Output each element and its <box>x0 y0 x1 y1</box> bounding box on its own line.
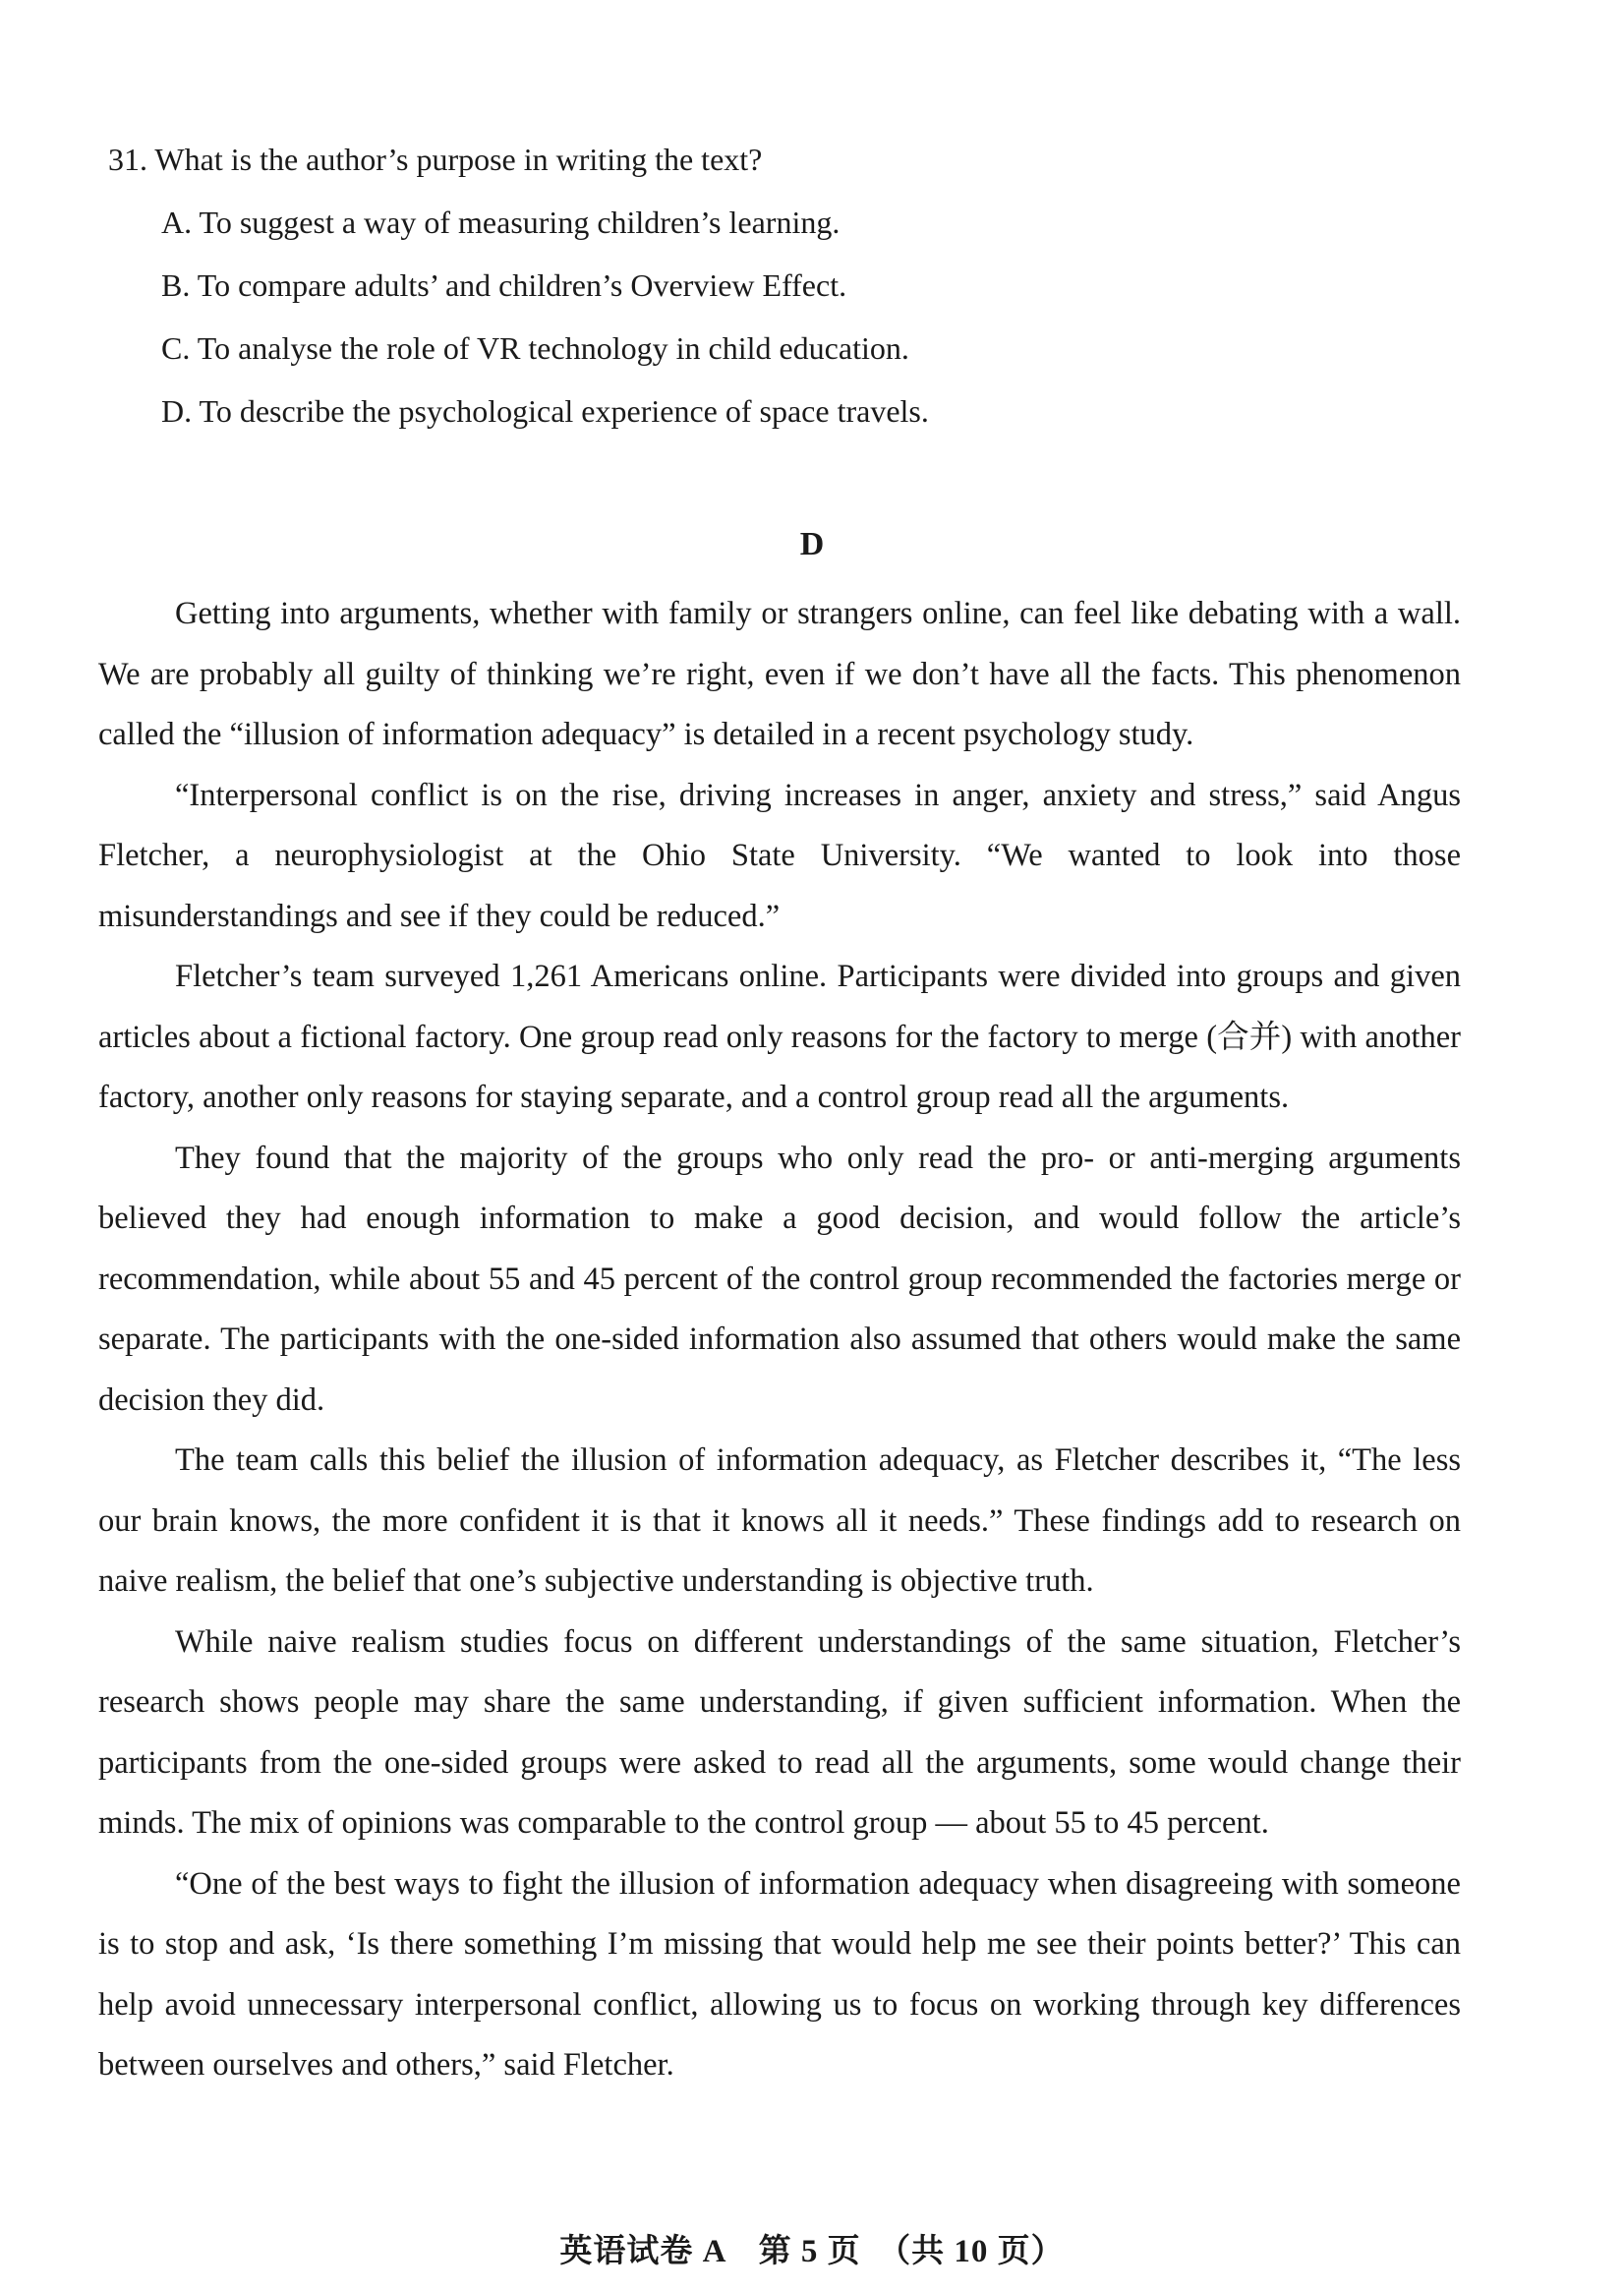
section-title: D <box>799 526 825 562</box>
page-footer: 英语试卷 A 第 5 页 （共 10 页） <box>559 2234 1065 2269</box>
option-c: C. To analyse the role of VR technology in child education. <box>161 330 909 366</box>
question-stem: 31. What is the author’s purpose in writing the text? <box>108 142 763 177</box>
paragraph: Getting into arguments, whether with family or strangers online, can feel like debating with a wall. We are probably all guilty of thinking we’re right, even if we don’t have all the facts. This phenomenon called the “illusion of information adequacy” is detailed in a recent psychology study. <box>98 596 1461 752</box>
option-a: A. To suggest a way of measuring children’s learning. <box>161 205 841 240</box>
passage-d <box>98 584 1461 2096</box>
paragraph: “Interpersonal conflict is on the rise, driving increases in anger, anxiety and stress,” said Angus Fletcher, a neurophysiologist at the Ohio State University. “We wanted to look into those misunderstandings and see if they could be reduced.” <box>98 777 1461 934</box>
paragraph: Fletcher’s team surveyed 1,261 Americans online. Participants were divided into groups and given articles about a fictional factory. One group read only reasons for the factory to merge (合并) with another factory, another only reasons for staying separate, and a control group read all the arguments. <box>98 959 1461 1115</box>
paragraph: While naive realism studies focus on different understandings of the same situation, Fletcher’s research shows people may share the same understanding, if given sufficient information. When the participants from the one-sided groups were asked to read all the arguments, some would change their minds. The mix of opinions was comparable to the control group — about 55 to 45 percent. <box>98 1623 1461 1841</box>
paragraph: “One of the best ways to fight the illusion of information adequacy when disagreeing with someone is to stop and ask, ‘Is there something I’m missing that would help me see their points better?’ This can help avoid unnecessary interpersonal conflict, allowing us to focus on working through key differences between ourselves and others,” said Fletcher. <box>98 1865 1461 2083</box>
paragraph: The team calls this belief the illusion of information adequacy, as Fletcher describes it, “The less our brain knows, the more confident it is that it knows all it needs.” These findings add to research on naive realism, the belief that one’s subjective understanding is objective truth. <box>98 1442 1461 1599</box>
option-d: D. To describe the psychological experience of space travels. <box>161 393 929 429</box>
option-b: B. To compare adults’ and children’s Overview Effect. <box>161 267 847 303</box>
paragraph: They found that the majority of the groups who only read the pro- or anti-merging arguments believed they had enough information to make a good decision, and would follow the article’s recommendation, while about 55 and 45 percent of the control group recommended the factories merge or separate. The participants with the one-sided information also assumed that others would make the same decision they did. <box>98 1140 1461 1418</box>
question-31 <box>108 136 1524 450</box>
